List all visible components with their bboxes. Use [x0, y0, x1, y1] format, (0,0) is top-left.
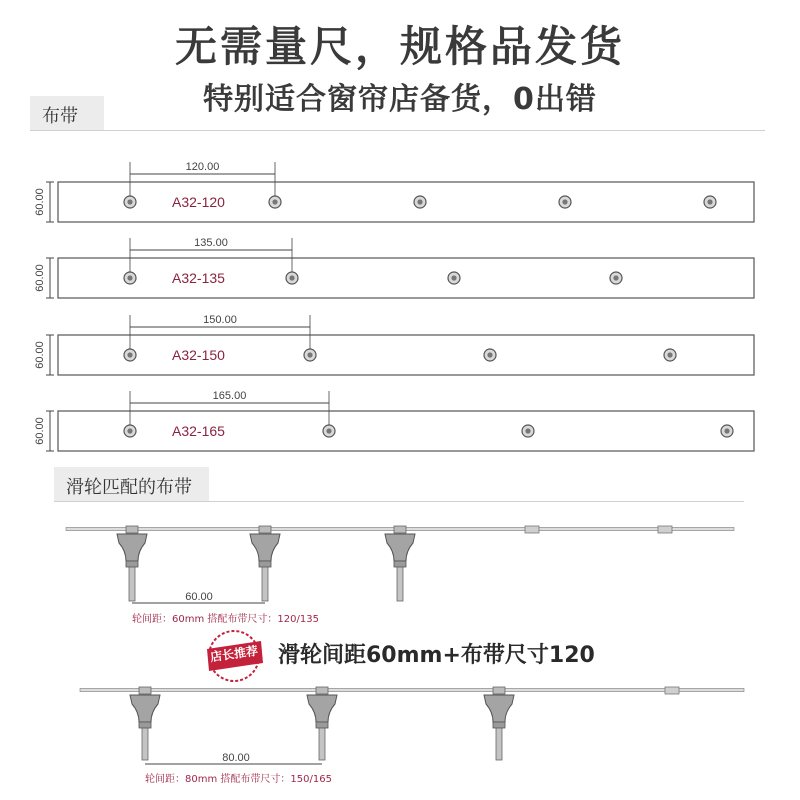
- grommet-hole-center: [127, 352, 132, 357]
- subheadline: 特别适合窗帘店备货，0出错: [203, 82, 597, 117]
- rail-stopper: [525, 526, 539, 533]
- rail-stopper: [658, 526, 672, 533]
- spacing-label: 80.00: [222, 752, 250, 764]
- spacing-label: 120.00: [185, 161, 220, 173]
- pulley: [484, 687, 514, 760]
- grommet-hole-center: [307, 352, 312, 357]
- tape-strip: [58, 182, 754, 222]
- pulley-wheel: [385, 534, 415, 561]
- model-label: A32-135: [172, 270, 225, 286]
- spacing-label: 60.00: [185, 591, 213, 603]
- spacing-label: 135.00: [194, 237, 228, 249]
- pulley-carrier: [394, 526, 406, 533]
- pulley-carrier: [259, 526, 271, 533]
- pulley-wheel: [117, 534, 147, 561]
- pulley-carrier: [316, 687, 328, 694]
- grommet-hole-center: [562, 199, 567, 204]
- model-label: A32-165: [172, 423, 225, 439]
- pulley-caption: 轮间距：60mm 搭配布带尺寸：120/135: [132, 614, 319, 625]
- height-label: 60.00: [33, 264, 46, 292]
- pulley-wheel: [130, 695, 160, 722]
- grommet-hole-center: [451, 275, 456, 280]
- recommend-badge: [203, 629, 265, 683]
- pulley-wheel: [484, 695, 514, 722]
- curtain-rail: [80, 689, 744, 692]
- grommet-hole-center: [707, 199, 712, 204]
- pulley-hook-collar: [259, 561, 271, 567]
- tape-row: [34, 314, 754, 375]
- spacing-label: 150.00: [203, 314, 237, 326]
- pulley-section-title: 滑轮匹配的布带: [66, 477, 192, 498]
- pulley-carrier: [139, 687, 151, 694]
- pulley-hook-collar: [316, 722, 328, 728]
- recommendation-text: 滑轮间距60mm+布带尺寸120: [278, 643, 595, 668]
- pulley-hook-collar: [126, 561, 138, 567]
- headline: 无需量尺，规格品发货: [174, 22, 625, 71]
- tape-strip: [58, 258, 754, 298]
- pulley-hook-collar: [394, 561, 406, 567]
- pulley: [130, 687, 160, 760]
- model-label: A32-150: [172, 347, 225, 363]
- grommet-hole-center: [127, 428, 132, 433]
- rail-stopper: [665, 687, 679, 694]
- pulley-carrier: [126, 526, 138, 533]
- model-label: A32-120: [172, 194, 225, 210]
- pulley-diagram-80: [80, 687, 744, 785]
- grommet-hole-center: [326, 428, 331, 433]
- grommet-hole-center: [667, 352, 672, 357]
- pulley: [250, 526, 280, 601]
- spacing-label: 165.00: [212, 390, 247, 402]
- badge-label: 店长推荐: [209, 643, 259, 665]
- grommet-hole-center: [417, 199, 422, 204]
- grommet-hole-center: [487, 352, 492, 357]
- tape-strip: [58, 335, 754, 375]
- pulley-hook-collar: [493, 722, 505, 728]
- grommet-hole-center: [127, 199, 132, 204]
- tape-section-title: 布带: [42, 106, 78, 127]
- pulley-carrier: [493, 687, 505, 694]
- pulley: [117, 526, 147, 601]
- pulley-section-header: [54, 467, 209, 502]
- grommet-hole-center: [127, 275, 132, 280]
- grommet-hole-center: [272, 199, 277, 204]
- grommet-hole-center: [289, 275, 294, 280]
- grommet-hole-center: [613, 275, 618, 280]
- height-label: 60.00: [33, 417, 46, 445]
- height-label: 60.00: [33, 341, 46, 369]
- tape-row: [34, 237, 754, 298]
- grommet-hole-center: [724, 428, 729, 433]
- pulley: [385, 526, 415, 601]
- tape-row: [34, 161, 754, 222]
- divider: [54, 501, 744, 502]
- pulley-hook-collar: [139, 722, 151, 728]
- pulley-wheel: [250, 534, 280, 561]
- tape-row: [34, 390, 754, 451]
- grommet-hole-center: [525, 428, 530, 433]
- pulley-wheel: [307, 695, 337, 722]
- tape-strip: [58, 411, 754, 451]
- pulley-caption: 轮间距：80mm 搭配布带尺寸：150/165: [145, 774, 332, 785]
- pulley: [307, 687, 337, 760]
- height-label: 60.00: [33, 188, 46, 216]
- pulley-diagram-60: [66, 526, 734, 625]
